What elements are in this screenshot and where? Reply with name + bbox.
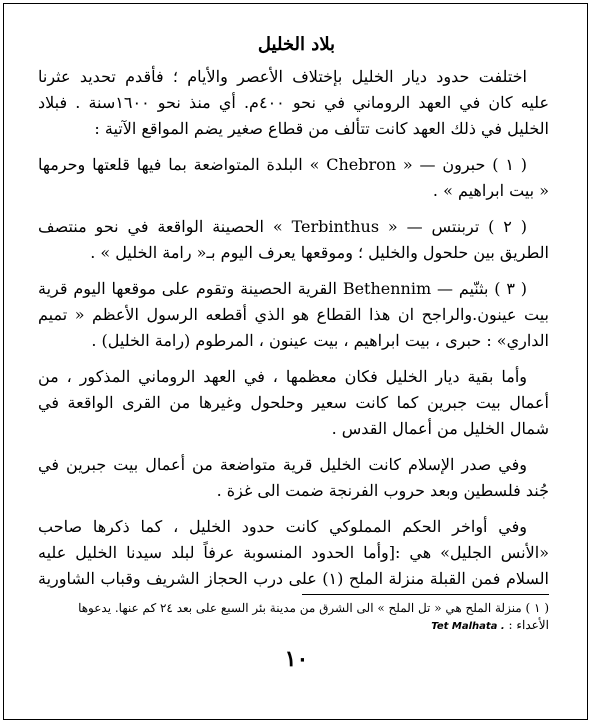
page-title: بلاد الخليل bbox=[257, 34, 336, 55]
text-line: وأما بقية ديار الخليل فكان معظمها ، في العهد الروماني المذكور ، من bbox=[38, 367, 527, 386]
page-number: ١٠ bbox=[284, 646, 309, 672]
text-line: ( ٣ ) بثنّيم — Bethennim القرية الحصينة وتقوم على موقعها اليوم قرية bbox=[38, 279, 528, 298]
text-line: الخليل في ذلك العهد كانت تتألف من قطاع صغير يضم المواقع الآتية : bbox=[94, 119, 549, 138]
text-line: ( ٢ ) تربنتس — « Terbinthus » الحصينة الواقعة في نحو منتصف bbox=[38, 217, 528, 236]
text-line: الداري» : حبرى ، بيت ابراهيم ، بيت عينون ، المرطوم (رامة الخليل) . bbox=[91, 331, 549, 350]
text-line: السلام فمن القبلة منزلة الملح (١) على درب الحجاز الشريف وقباب الشاورية bbox=[38, 569, 549, 588]
text-line: جُند فلسطين وبعد حروب الفرنجة ضمت الى غزة . bbox=[216, 481, 549, 500]
text-line: شمال الخليل من أعمال القدس . bbox=[331, 419, 549, 438]
text-line: عليه كان في العهد الروماني في نحو ٤٠٠م. أي منذ نحو ١٦٠٠سنة . فبلاد bbox=[38, 93, 549, 112]
body-text bbox=[38, 64, 549, 592]
text-line: « بيت ابراهيم » . bbox=[432, 181, 549, 200]
footnote bbox=[38, 600, 549, 635]
text-line: وفي صدر الإسلام كانت الخليل قرية متواضعة من أعمال بيت جبرين في bbox=[38, 455, 527, 474]
footnote-line bbox=[38, 617, 549, 635]
text-line: وفي أواخر الحكم المملوكي كانت حدود الخليل ، كما ذكرها صاحب bbox=[38, 517, 527, 536]
text-line: ( ١ ) حبرون — « Chebron » البلدة المتواضعة بما فيها قلعتها وحرمها bbox=[38, 155, 528, 174]
footnote-divider bbox=[302, 594, 549, 595]
footnote-latin-term: Tet Malhata . bbox=[431, 621, 505, 632]
footnote-text: الأعداء : bbox=[508, 618, 549, 632]
text-line: أعمال بيت جبرين كما كانت سعير وحلحول وغيرها من القرى الواقعة في bbox=[38, 393, 549, 412]
text-line: اختلفت حدود ديار الخليل بإختلاف الأعصر والأيام ؛ فأقدم تحديد عثرنا bbox=[38, 67, 527, 86]
text-line: الطريق بين حلحول والخليل ؛ وموقعها يعرف اليوم بـ« رامة الخليل » . bbox=[90, 243, 549, 262]
footnote-line: ( ١ ) منزلة الملح هي « تل الملح » الى الشرق من مدينة بئر السبع على بعد ٢٤ كم عنها. يدعوها bbox=[78, 601, 549, 615]
text-line: «الأنس الجليل» هي :[وأما الحدود المنسوبة عرفاً لبلد سيدنا الخليل عليه bbox=[38, 543, 549, 562]
text-line: بيت عينون.والراجح ان هذا القطاع هو الذي أقطعه الرسول الأعظم « تميم bbox=[38, 305, 549, 324]
